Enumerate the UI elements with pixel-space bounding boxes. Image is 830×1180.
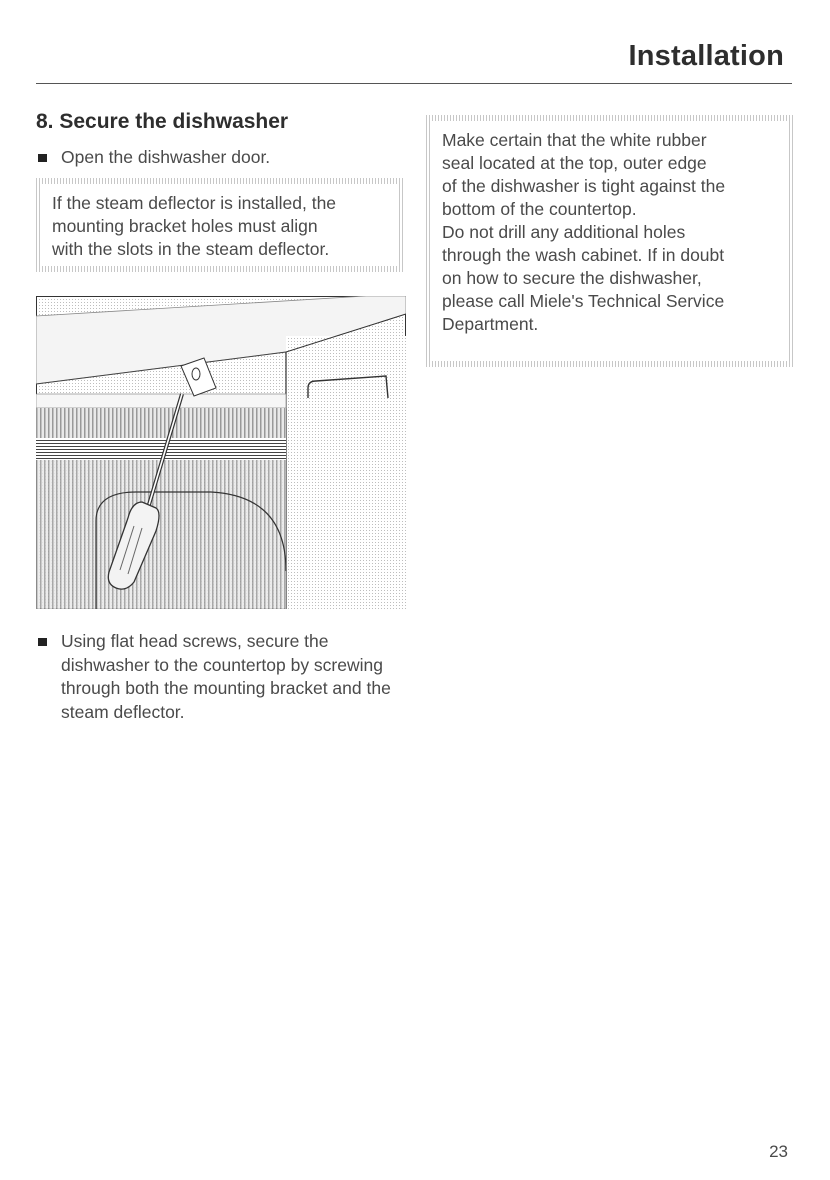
note-box-rubber-seal	[426, 115, 794, 367]
step-open-door	[36, 146, 366, 170]
page-number: 23	[769, 1142, 788, 1161]
step-text: Using flat head screws, secure the dishwasher to the countertop by screwing through both the mounting bracket and the steam deflector.	[61, 631, 391, 722]
page-header-title: Installation	[628, 40, 784, 72]
header-divider	[36, 83, 792, 84]
step-text: Open the dishwasher door.	[61, 147, 271, 167]
step-secure-screws	[36, 630, 416, 724]
note-text-rubber-seal: Make certain that the white rubber seal located at the top, outer edge of the dishwasher is tight against the bottom of the countertop. Do not drill any additional holes through the wash cabinet. If in doubt on how to secure the dishwasher, please call Miele's Technical Service Department.	[442, 130, 726, 334]
note-box-steam-deflector	[36, 178, 404, 272]
note-text-steam-deflector: If the steam deflector is installed, the mounting bracket holes must align with the slots in the steam deflector.	[52, 193, 337, 259]
illustration-screwdriver-bracket	[36, 296, 406, 609]
section-heading: 8. Secure the dishwasher	[36, 110, 289, 133]
bullet-icon	[38, 154, 47, 162]
bullet-icon	[38, 638, 47, 646]
